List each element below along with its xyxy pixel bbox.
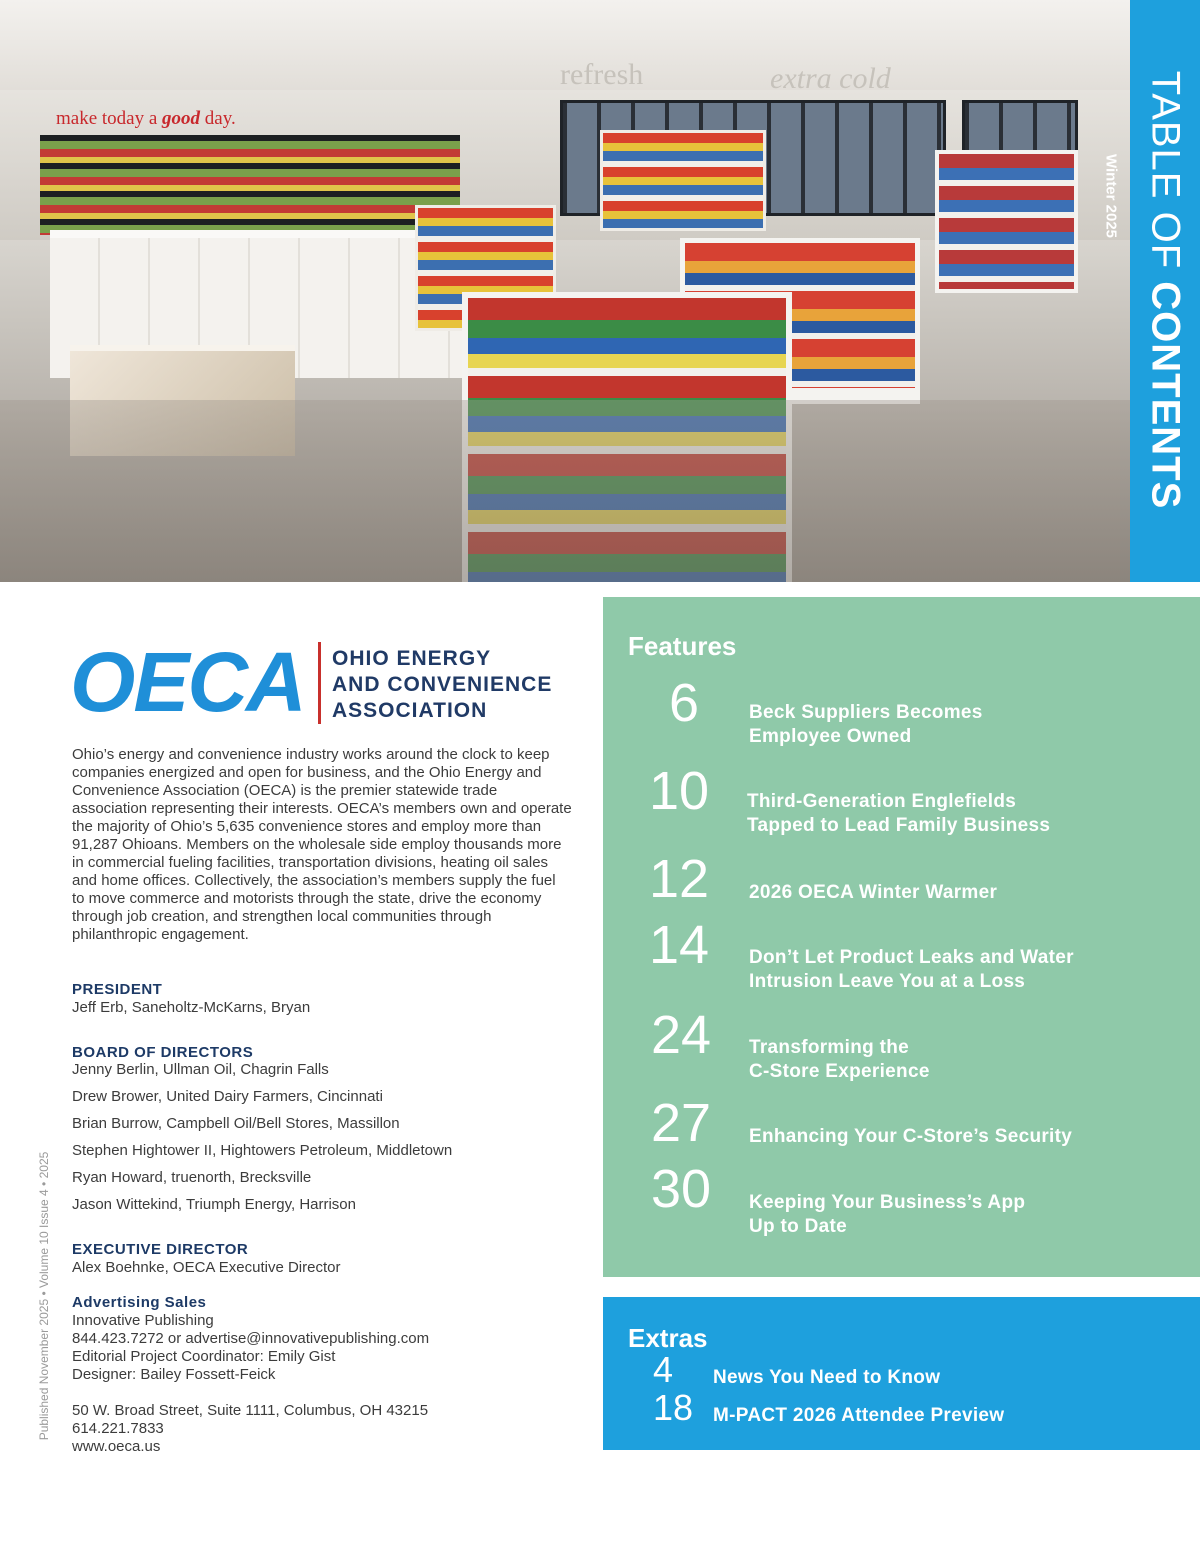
- feature-page-number: 6: [669, 673, 700, 733]
- board-member: Jenny Berlin, Ullman Oil, Chagrin Falls: [72, 1061, 329, 1078]
- feature-page-number: 12: [649, 849, 710, 909]
- feature-page-number: 14: [649, 915, 710, 975]
- features-title: Features: [628, 631, 737, 661]
- board-member: Drew Brower, United Dairy Farmers, Cincinnati: [72, 1088, 383, 1105]
- president-heading: PRESIDENT: [72, 981, 163, 998]
- board-member: Brian Burrow, Campbell Oil/Bell Stores, Massillon: [72, 1115, 400, 1132]
- feature-page-number: 27: [651, 1093, 712, 1153]
- extra-link[interactable]: M-PACT 2026 Attendee Preview: [713, 1405, 1005, 1426]
- extras-panel: [603, 1297, 1200, 1450]
- feature-link[interactable]: Don’t Let Product Leaks and Water Intrusion Leave You at a Loss: [749, 947, 1074, 992]
- advertising-line[interactable]: 844.423.7272 or advertise@innovativepublishing.com: [72, 1330, 430, 1347]
- extras-title: Extras: [628, 1323, 708, 1353]
- advertising-line: Editorial Project Coordinator: Emily Gist: [72, 1348, 336, 1365]
- executive-heading: EXECUTIVE DIRECTOR: [72, 1241, 249, 1258]
- advertising-line: Designer: Bailey Fossett-Feick: [72, 1366, 276, 1383]
- logo-wordmark: OHIO ENERGY AND CONVENIENCE ASSOCIATION: [332, 647, 553, 722]
- wall-slogan: make today a good day.: [56, 108, 236, 129]
- shelf-unit: [935, 150, 1078, 293]
- feature-link[interactable]: Third-Generation Englefields Tapped to Lead Family Business: [747, 791, 1051, 836]
- feature-link[interactable]: Transforming the C-Store Experience: [749, 1037, 930, 1082]
- hero-photo: [0, 0, 1200, 582]
- extra-link[interactable]: News You Need to Know: [713, 1367, 941, 1388]
- feature-link[interactable]: Enhancing Your C-Store’s Security: [749, 1126, 1073, 1147]
- phone-line: 614.221.7833: [72, 1420, 164, 1437]
- feature-page-number: 24: [651, 1005, 712, 1065]
- feature-page-number: 10: [649, 761, 710, 821]
- logo-acronym: OECA: [70, 635, 305, 729]
- website-link[interactable]: www.oeca.us: [72, 1438, 161, 1455]
- feature-link[interactable]: 2026 OECA Winter Warmer: [749, 882, 998, 903]
- feature-page-number: 30: [651, 1159, 712, 1219]
- advertising-line: Innovative Publishing: [72, 1312, 214, 1329]
- board-member: Stephen Hightower II, Hightowers Petroleum, Middletown: [72, 1142, 453, 1159]
- intro-paragraph: Ohio’s energy and convenience industry works around the clock to keep companies energized and open for business, and the Ohio Energy and Convenience Association (OECA) is the premier statewide trade association representing their interests. OECA’s members own and operate the majority of Ohio’s 5,635 convenience stores and employ more than 91,287 Ohioans. Members on the wholesale side employ thousands more in commercial fueling facilities, transportation divisions, heating oil sales and home offices. Collectively, the association’s members supply the fuel to move commerce and motorists through the state, drive the economy through job creation, and strengthen local communities through philanthropic engagement.: [72, 746, 572, 943]
- tobacco-backbar: [40, 135, 460, 235]
- shelf-unit: [600, 130, 766, 231]
- wall-sign-refresh: refresh: [560, 58, 644, 91]
- features-panel: [603, 597, 1200, 1277]
- board-heading: BOARD OF DIRECTORS: [72, 1044, 254, 1061]
- executive-name: Alex Boehnke, OECA Executive Director: [72, 1259, 341, 1276]
- extra-page-number: 4: [653, 1349, 674, 1390]
- extra-page-number: 18: [653, 1387, 694, 1428]
- president-name: Jeff Erb, Saneholtz-McKarns, Bryan: [72, 999, 311, 1016]
- board-member: Jason Wittekind, Triumph Energy, Harrison: [72, 1196, 356, 1213]
- toc-band: [1130, 0, 1200, 582]
- feature-link[interactable]: Keeping Your Business’s App Up to Date: [749, 1192, 1026, 1237]
- advertising-heading: Advertising Sales: [72, 1294, 207, 1311]
- publication-info: Published November 2025 • Volume 10 Issue 4 • 2025: [37, 1151, 51, 1441]
- wall-sign-extra-cold: extra cold: [770, 62, 891, 95]
- address-line: 50 W. Broad Street, Suite 1111, Columbus, OH 43215: [72, 1402, 429, 1419]
- issue-label: Winter 2025: [1102, 153, 1120, 239]
- board-member: Ryan Howard, truenorth, Brecksville: [72, 1169, 312, 1186]
- store-floor: [0, 400, 1130, 582]
- logo-divider: [318, 642, 321, 724]
- toc-vertical-title: TABLE OF CONTENTS: [1143, 70, 1188, 510]
- feature-link[interactable]: Beck Suppliers Becomes Employee Owned: [749, 702, 983, 747]
- oeca-logo: [70, 635, 570, 730]
